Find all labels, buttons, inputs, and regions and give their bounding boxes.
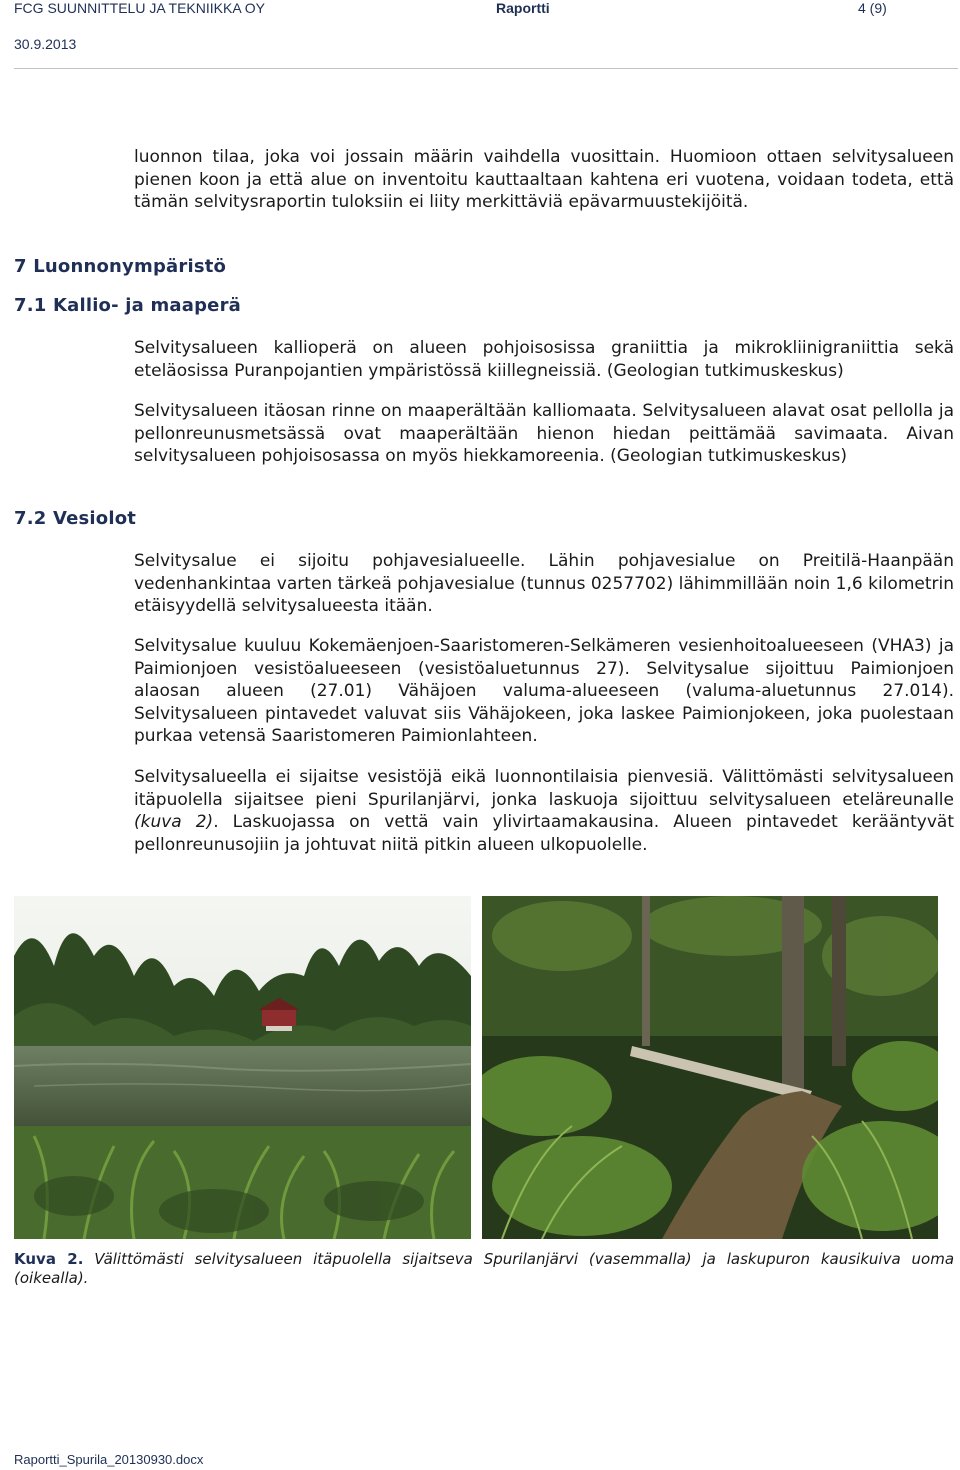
- ditch-photo-illustration: [482, 896, 938, 1239]
- figure-label: Kuva 2.: [14, 1250, 84, 1268]
- figure-caption: [14, 1250, 954, 1288]
- section-heading-7-1: 7.1 Kallio- ja maaperä: [14, 295, 242, 316]
- ditch-photo: [482, 896, 938, 1239]
- header-company: FCG SUUNNITTELU JA TEKNIIKKA OY: [14, 0, 266, 16]
- header-date: 30.9.2013: [14, 36, 77, 52]
- vesiolot-p3-text-a: Selvitysalueella ei sijaitse vesistöjä eikä luonnontilaisia pienvesiä. Välittömästi selvitysalueen itäpuolella sijaitsee pieni Spurilanjärvi, jonka laskuoja sijoittuu selvitysalueen eteläreunalle: [134, 767, 954, 810]
- lake-photo: [14, 896, 471, 1239]
- footer-filename: Raportti_Spurila_20130930.docx: [14, 1452, 204, 1467]
- header-report-type: Raportti: [496, 0, 550, 16]
- section-heading-7-2: 7.2 Vesiolot: [14, 508, 137, 529]
- figure-caption-text: Välittömästi selvitysalueen itäpuolella sijaitseva Spurilanjärvi (vasemmalla) ja laskupuron kausikuiva uoma (oikealla).: [14, 1250, 955, 1287]
- vesiolot-p3-text-b: . Laskuojassa on vettä vain ylivirtaamakausina. Alueen pintavedet kerääntyvät pellonreunusojiin ja johtuvat niitä pitkin alueen ulkopuolelle.: [134, 812, 954, 855]
- vesiolot-paragraph-3: [134, 766, 954, 856]
- section-heading-7: 7 Luonnonympäristö: [14, 256, 227, 277]
- header-divider: [14, 68, 958, 69]
- figure-reference: (kuva 2): [134, 812, 214, 832]
- vesiolot-paragraph-2: Selvitysalue kuuluu Kokemäenjoen-Saaristomeren-Selkämeren vesienhoitoalueeseen (VHA3) ja Paimionjoen vesistöalueeseen (vesistöaluetunnus 27). Selvitysalue sijoittuu Paimionjoen alaosan alueen (27.01) Vähäjoen valuma-alueeseen (valuma-aluetunnus 27.014). Selvitysalueen pintavedet valuvat siis Vähäjokeen, joka laskee Paimionjokeen, joka puolestaan purkaa vetensä Saaristomeren Paimionlahteen.: [134, 636, 954, 746]
- lake-photo-illustration: [14, 896, 471, 1239]
- intro-paragraph: luonnon tilaa, joka voi jossain määrin vaihdella vuosittain. Huomioon ottaen selvitysalueen pienen koon ja että alue on inventoitu kauttaaltaan kahtena eri vuotena, voidaan todeta, että tämän selvitysraportin tuloksiin ei liity merkittäviä epävarmuustekijöitä.: [134, 147, 954, 212]
- kallio-paragraph-2: Selvitysalueen itäosan rinne on maaperältään kalliomaata. Selvitysalueen alavat osat pellolla ja pellonreunusmetsässä ovat maaperältään hienon hiedan peittämää savimaata. Aivan selvitysalueen pohjoisosassa on myös hiekkamoreenia. (Geologian tutkimuskeskus): [134, 401, 954, 466]
- vesiolot-paragraph-1: Selvitysalue ei sijoitu pohjavesialueelle. Lähin pohjavesialue on Preitilä-Haanpään vedenhankintaa varten tärkeä pohjavesialue (tunnus 0257702) lähimmillään noin 1,6 kilometrin etäisyydellä selvitysalueesta itään.: [134, 551, 954, 616]
- header-page-number: 4 (9): [858, 0, 887, 16]
- kallio-paragraph-1: Selvitysalueen kallioperä on alueen pohjoisosissa graniittia ja mikrokliinigraniittia sekä eteläosissa Puranpojantien ympäristössä kiillegneissiä. (Geologian tutkimuskeskus): [134, 338, 954, 381]
